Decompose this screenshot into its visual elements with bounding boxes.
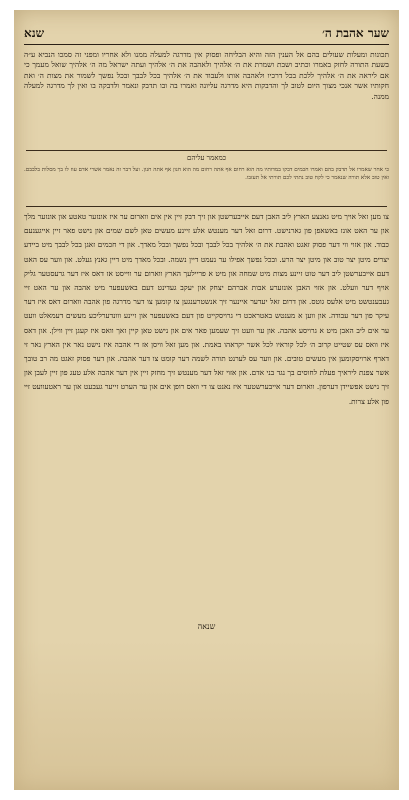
page-stain	[14, 640, 399, 790]
page-paper	[14, 10, 399, 790]
folio-number: שנא	[24, 26, 45, 40]
section-label: כמאמר עליהם	[186, 154, 227, 162]
commentary-notes: כי אחר שאמרו אל תדבק בהם ואמרו חכמים דבקו במדותיו מה הוא רחום אף אתה רחום מה הוא חנון אף אתה חנון. ועל דבר זה נאמר אשרי אדם עוז לו בך מסלות בלבבם. ואין טוב אלא תורה שנאמר כי לקח טוב נתתי לכם תורתי אל תעזבו.	[24, 167, 389, 182]
page-header	[24, 26, 389, 45]
intro-paragraph: תכונות ומעלות שעולים בהם אל הענין הזה והיא הבליחה ופסוק אין מדרגה למעלה ממנו ולא אחריו ומפני זה סמכו הנביא ע״ה בשעת התורה לחזק באמרו וכתיב ושבת ושמרת את ה׳ אלהיך ולאהבה את ה׳ אלהיך ועתה ישראל מה ה׳ אלהיך שואל מעמך כי אם ליראה את ה׳ אלהיך ללכת בכל דרכיו ולאהבה אותו ולעבוד את ה׳ אלהיך בכל לבבך ובכל נפשך לשמור את מצות ה׳ ואת חקותיו אשר אנכי מצוך היום לטוב לך והדבקות היא מדרגה עליונה ואמרו בה ובו תדבק ונאמר ולדבקה בו ואין לך מדרגה למעלה ממנה.	[24, 50, 389, 101]
page-title: שער אהבת ה׳	[322, 26, 389, 40]
catchword: שנאה	[197, 622, 216, 631]
section-divider-top	[26, 150, 387, 151]
main-body-text: צו מען זאל אויך מיט גאנצע הארץ ליב האבן דעם אייבערשטן און זיך דבק זיין אין אים ווארום ער איז אונזער טאטע און אונזער מלך און ער האט אונז באשאפן פון גארנישט. דרום זאל דער מענטש אלע זיינע מעשים טאן לשם שמים און נישט פאר זיין אייגענעם כבוד. און אזוי ווי דער פסוק זאגט ואהבת את ה׳ אלהיך בכל לבבך ובכל נפשך ובכל מאדך. און די חכמים זאגן בכל לבבך מיט ביידע יצרים מיטן יצר טוב און מיטן יצר הרע. ובכל נפשך אפילו ער נעמט דיין נשמה. ובכל מאדך מיט דיין גאנץ געלט. און ווער עס האט דעם אייבערשטן ליב דער טוט זיינע מצות מיט שמחה און מיט א פריילעך הארץ ווארום ער ווייסט אז דאס איז דער גרעסטער גליק אויף דער וועלט. און אזוי האבן אונזערע אבות אברהם יצחק און יעקב געדינט דעם באשעפער מיט אהבה און ער האט זיי געבענטשט מיט אלעס גוטס. און דרום זאל יעדער איינער זיך אנשטרענגען צו קומען צו דער מדרגה פון אהבה ווארום דאס איז דער עיקר פון דער עבודה. און ווען א מענטש באטראכט די גרויסקייט פון דעם באשעפער און זיינע ווונדערליכע מעשים דעמאלט וועט ער אים ליב האבן מיט א גרויסע אהבה. און ער וועט זיך שעמען פאר אים און נישט טאן קיין זאך וואס איז קעגן זיין ווילן. און דאס איז וואס עס שטייט קרוב ה׳ לכל קוראיו לכל אשר יקראהו באמת. און מען זאל וויסן אז די אהבה איז נישט נאר אין הארץ נאר זי דארף ארויסקומען אין מעשים טובים. און ווער עס לערנט תורה לשמה דער קומט צו דער אהבה. און דער פסוק זאגט מה רב טובך אשר צפנת ליראיך פעלת לחוסים בך נגד בני אדם. און אזוי זאל דער מענטש זיך מחזק זיין אין דער אהבה אלע טעג פון זיין לעבן און זיך נישט אפשיידן דערפון. ווארום דער אייבערשטער איז נאנט צו די וואס רופן אים און ער הערט זייער געבעט און ער ראטעוועט זיי פון אלע צרות.	[24, 212, 389, 406]
section-divider-bottom	[26, 206, 387, 207]
